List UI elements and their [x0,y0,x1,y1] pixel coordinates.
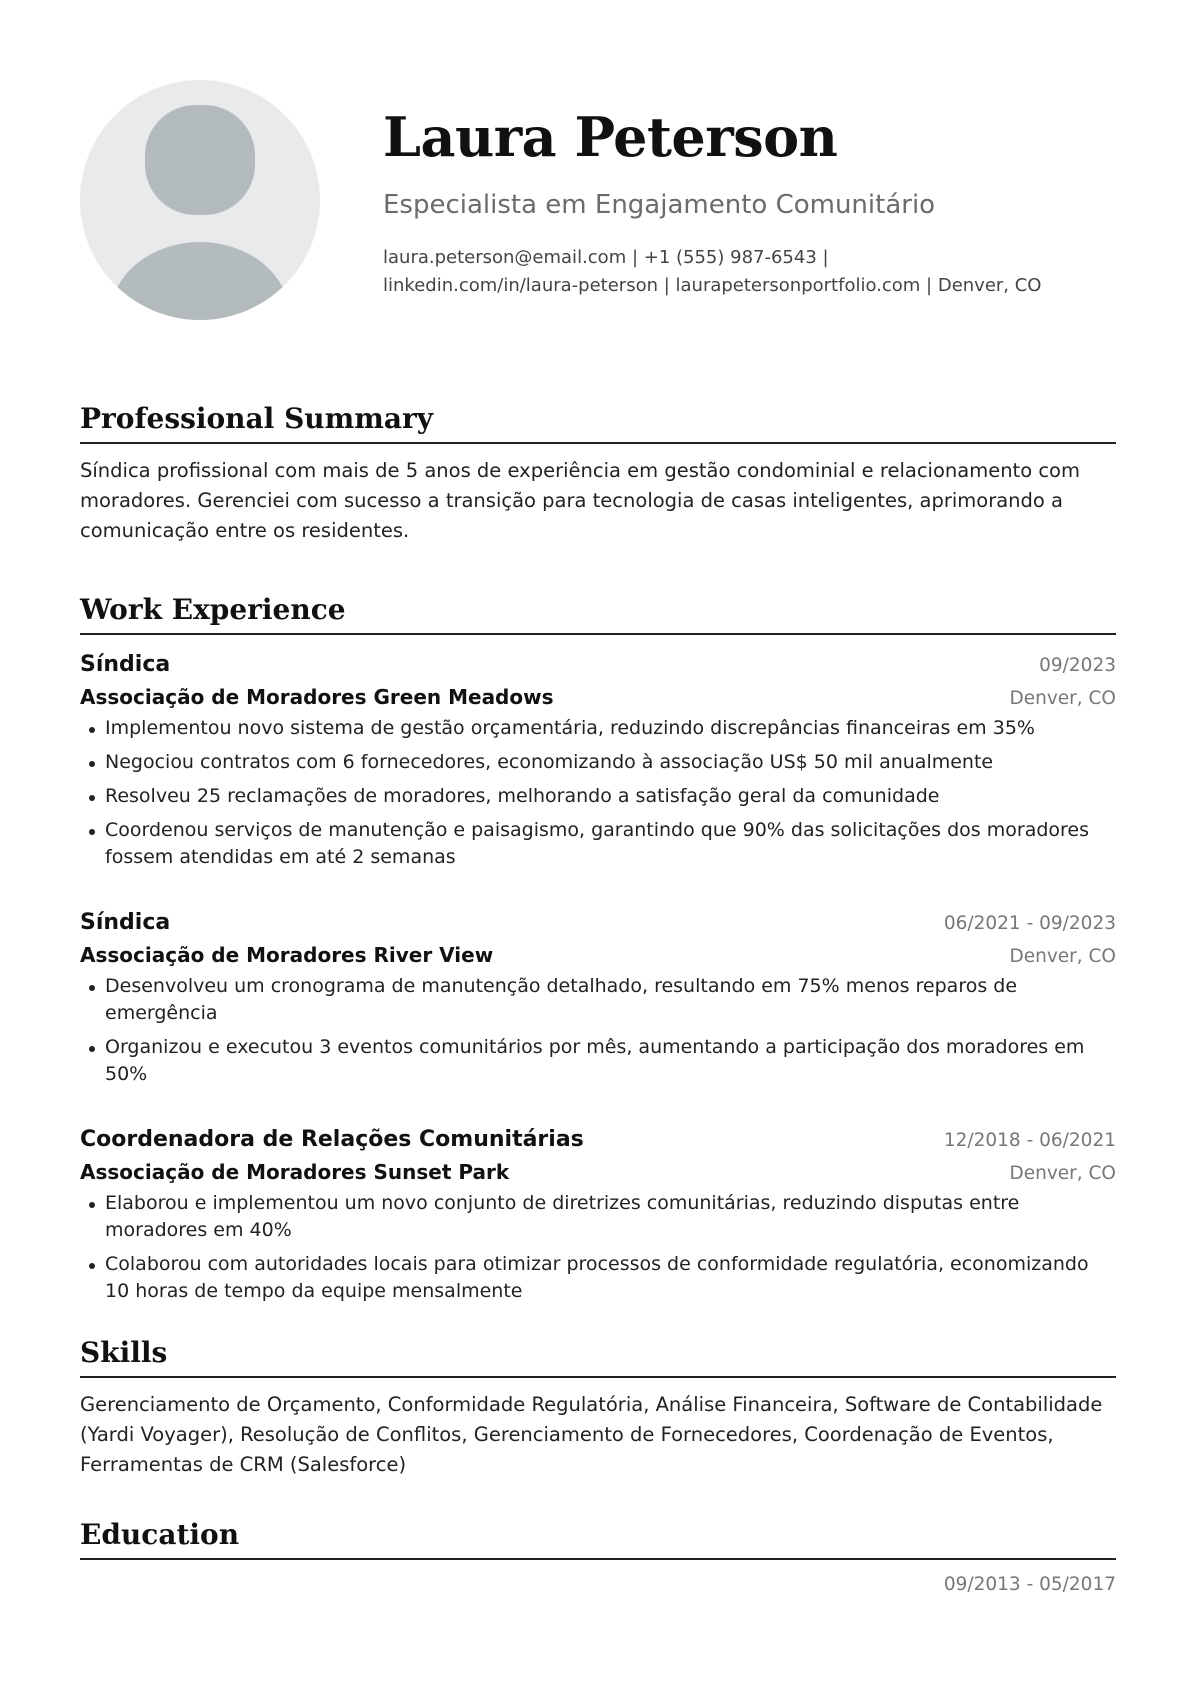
job-location: Denver, CO [1009,945,1116,967]
person-placeholder-icon [145,105,255,215]
job-entry [80,907,1116,1088]
skills-section [80,1336,1116,1480]
list-item: Resolveu 25 reclamações de moradores, melhorando a satisfação geral da comunidade [80,783,1116,810]
contact-line: laura.peterson@email.com | +1 (555) 987-6543 | [383,247,829,268]
section-heading: Professional Summary [80,402,1116,444]
job-title: Coordenadora de Relações Comunitárias [80,1126,584,1152]
candidate-title: Especialista em Engajamento Comunitário [383,190,936,220]
job-dates: 12/2018 - 06/2021 [943,1129,1116,1151]
bullet-list [80,1190,1116,1305]
list-item: Implementou novo sistema de gestão orçamentária, reduzindo discrepâncias financeiras em 35% [80,715,1116,742]
education-section [80,1518,1116,1595]
person-placeholder-body [110,242,290,320]
section-heading: Work Experience [80,593,1116,635]
company-name: Associação de Moradores Sunset Park [80,1159,510,1184]
job-location: Denver, CO [1009,1162,1116,1184]
job-location: Denver, CO [1009,687,1116,709]
list-item: Desenvolveu um cronograma de manutenção detalhado, resultando em 75% menos reparos de emergência [80,973,1116,1027]
summary-text: Síndica profissional com mais de 5 anos de experiência em gestão condominial e relacionamento com moradores. Gerenciei com sucesso a transição para tecnologia de casas inteligentes, aprimorando a comunicação entre os residentes. [80,458,1080,542]
contact-line: linkedin.com/in/laura-peterson | laurapetersonportfolio.com | Denver, CO [383,275,1042,296]
list-item: Negociou contratos com 6 fornecedores, economizando à associação US$ 50 mil anualmente [80,749,1116,776]
job-entry [80,649,1116,871]
skills-text: Gerenciamento de Orçamento, Conformidade Regulatória, Análise Financeira, Software de Contabilidade (Yardi Voyager), Resolução de Conflitos, Gerenciamento de Fornecedores, Coordenação de Eventos, Ferramentas de CRM (Salesforce) [80,1392,1103,1476]
job-dates: 09/2023 [1039,654,1116,676]
job-entry [80,1124,1116,1305]
bullet-list [80,715,1116,871]
section-heading: Education [80,1518,1116,1560]
company-name: Associação de Moradores Green Meadows [80,684,554,709]
section-heading: Skills [80,1336,1116,1378]
avatar [80,80,320,320]
job-title: Síndica [80,651,171,677]
job-title: Síndica [80,909,171,935]
experience-section [80,593,1116,1312]
summary-section [80,402,1116,546]
list-item: Elaborou e implementou um novo conjunto de diretrizes comunitárias, reduzindo disputas entre moradores em 40% [80,1190,1116,1244]
candidate-name: Laura Peterson [383,105,838,169]
list-item: Coordenou serviços de manutenção e paisagismo, garantindo que 90% das solicitações dos moradores fossem atendidas em até 2 semanas [80,817,1116,871]
bullet-list [80,973,1116,1088]
job-dates: 06/2021 - 09/2023 [943,912,1116,934]
company-name: Associação de Moradores River View [80,942,494,967]
contact-info [383,244,1123,300]
education-dates: 09/2013 - 05/2017 [943,1573,1116,1595]
list-item: Organizou e executou 3 eventos comunitários por mês, aumentando a participação dos moradores em 50% [80,1034,1116,1088]
list-item: Colaborou com autoridades locais para otimizar processos de conformidade regulatória, economizando 10 horas de tempo da equipe mensalmente [80,1251,1116,1305]
